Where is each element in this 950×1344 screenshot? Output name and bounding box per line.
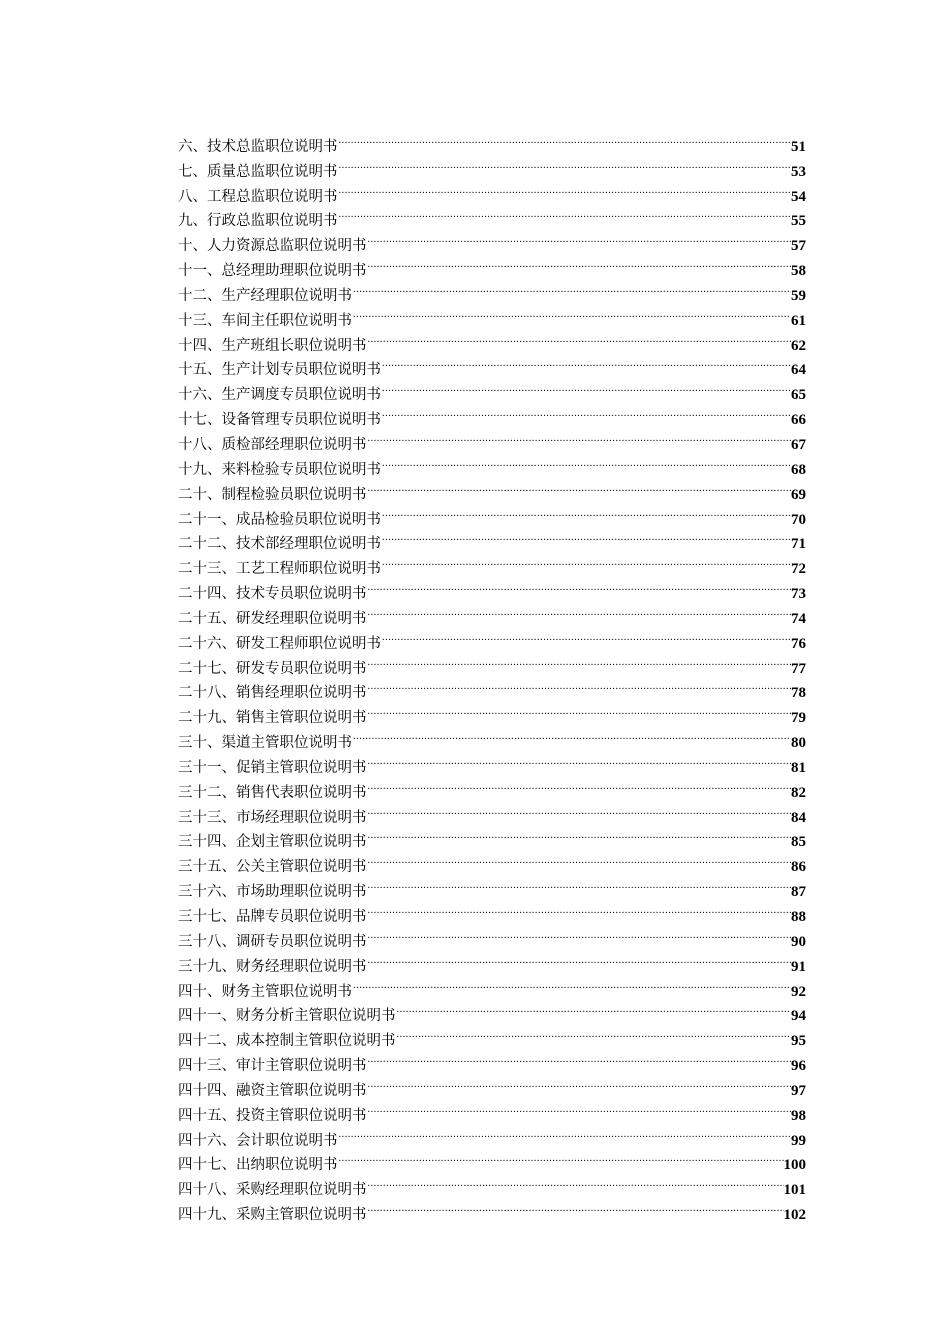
toc-entry-title: 十一、总经理助理职位说明书 [178, 263, 367, 280]
toc-entry-title: 三十六、市场助理职位说明书 [178, 884, 367, 901]
toc-entry-page-number: 55 [791, 213, 806, 230]
toc-entry-title: 十、人力资源总监职位说明书 [178, 238, 367, 255]
dot-leader [352, 971, 791, 996]
dot-leader [381, 350, 791, 375]
dot-leader [367, 424, 792, 449]
toc-entry-title: 十五、生产计划专员职位说明书 [178, 362, 381, 379]
dot-leader [367, 896, 792, 921]
toc-entry-title: 三十、渠道主管职位说明书 [178, 735, 352, 752]
toc-entry-page-number: 54 [791, 188, 806, 205]
toc-entry-title: 四十三、审计主管职位说明书 [178, 1058, 367, 1075]
dot-leader [367, 1095, 792, 1120]
toc-entry-title: 三十五、公关主管职位说明书 [178, 859, 367, 876]
toc-entry-page-number: 101 [783, 1182, 806, 1199]
toc-entry-page-number: 66 [791, 412, 806, 429]
toc-entry-title: 四十九、采购主管职位说明书 [178, 1207, 367, 1224]
toc-entry-page-number: 92 [791, 983, 806, 1000]
toc-entry-page-number: 59 [791, 287, 806, 304]
toc-entry-page-number: 64 [791, 362, 806, 379]
toc-entry-title: 四十八、采购经理职位说明书 [178, 1182, 367, 1199]
toc-entry-title: 十九、来料检验专员职位说明书 [178, 461, 381, 478]
toc-entry-title: 二十、制程检验员职位说明书 [178, 486, 367, 503]
dot-leader [367, 797, 792, 822]
dot-leader [381, 374, 791, 399]
toc-entry-title: 四十、财务主管职位说明书 [178, 983, 352, 1000]
toc-entry-page-number: 53 [791, 163, 806, 180]
toc-entry-title: 三十二、销售代表职位说明书 [178, 784, 367, 801]
dot-leader [381, 449, 791, 474]
toc-entry-page-number: 61 [791, 312, 806, 329]
toc-entry-page-number: 70 [791, 511, 806, 528]
toc-entry-page-number: 69 [791, 486, 806, 503]
toc-entry-page-number: 99 [791, 1132, 806, 1149]
dot-leader [367, 822, 792, 847]
dot-leader [367, 648, 792, 673]
toc-entry-title: 十六、生产调度专员职位说明书 [178, 387, 381, 404]
toc-entry-page-number: 97 [791, 1082, 806, 1099]
dot-leader [367, 697, 792, 722]
toc-entry-title: 三十三、市场经理职位说明书 [178, 809, 367, 826]
toc-entry-title: 三十一、促销主管职位说明书 [178, 759, 367, 776]
dot-leader [367, 772, 792, 797]
dot-leader [367, 225, 792, 250]
toc-entry-title: 四十五、投资主管职位说明书 [178, 1107, 367, 1124]
dot-leader [338, 151, 792, 176]
dot-leader [381, 548, 791, 573]
toc-entry-page-number: 87 [791, 884, 806, 901]
toc-entry-page-number: 86 [791, 859, 806, 876]
toc-entry-page-number: 79 [791, 710, 806, 727]
toc-entry-page-number: 96 [791, 1058, 806, 1075]
dot-leader [367, 1070, 792, 1095]
toc-entry-title: 二十二、技术部经理职位说明书 [178, 536, 381, 553]
toc-entry-page-number: 76 [791, 635, 806, 652]
dot-leader [367, 474, 792, 499]
toc-entry-page-number: 58 [791, 263, 806, 280]
dot-leader [338, 1145, 784, 1170]
dot-leader [367, 1045, 792, 1070]
dot-leader [367, 946, 792, 971]
toc-entry-title: 二十一、成品检验员职位说明书 [178, 511, 381, 528]
toc-entry-page-number: 84 [791, 809, 806, 826]
toc-entry-title: 二十九、销售主管职位说明书 [178, 710, 367, 727]
dot-leader [352, 722, 791, 747]
toc-entry-page-number: 65 [791, 387, 806, 404]
toc-entry-title: 三十九、财务经理职位说明书 [178, 958, 367, 975]
dot-leader [381, 399, 791, 424]
toc-entry-page-number: 85 [791, 834, 806, 851]
toc-entry-page-number: 98 [791, 1107, 806, 1124]
toc-entry-page-number: 90 [791, 933, 806, 950]
dot-leader [367, 921, 792, 946]
toc-entry-page-number: 67 [791, 436, 806, 453]
toc-entry-page-number: 62 [791, 337, 806, 354]
dot-leader [367, 747, 792, 772]
toc-entry-title: 四十六、会计职位说明书 [178, 1132, 338, 1149]
dot-leader [352, 275, 791, 300]
dot-leader [367, 598, 792, 623]
toc-entry-page-number: 73 [791, 586, 806, 603]
dot-leader [396, 996, 792, 1021]
dot-leader [338, 126, 792, 151]
toc-entry-title: 十四、生产班组长职位说明书 [178, 337, 367, 354]
toc-entry-title: 二十四、技术专员职位说明书 [178, 586, 367, 603]
toc-entry-page-number: 78 [791, 685, 806, 702]
toc-entry-title: 四十四、融资主管职位说明书 [178, 1082, 367, 1099]
toc-entry-title: 二十八、销售经理职位说明书 [178, 685, 367, 702]
dot-leader [381, 524, 791, 549]
dot-leader [396, 1020, 792, 1045]
toc-entry-page-number: 57 [791, 238, 806, 255]
toc-entry-title: 二十五、研发经理职位说明书 [178, 610, 367, 627]
toc-entry-page-number: 74 [791, 610, 806, 627]
dot-leader [381, 499, 791, 524]
toc-entry-title: 二十七、研发专员职位说明书 [178, 660, 367, 677]
toc-entry-page-number: 77 [791, 660, 806, 677]
toc-entry-title: 四十二、成本控制主管职位说明书 [178, 1033, 396, 1050]
toc-entry-title: 十八、质检部经理职位说明书 [178, 436, 367, 453]
toc-entry-title: 八、工程总监职位说明书 [178, 188, 338, 205]
toc-entry-title: 三十四、企划主管职位说明书 [178, 834, 367, 851]
dot-leader [367, 1194, 784, 1219]
toc-entry-title: 三十八、调研专员职位说明书 [178, 933, 367, 950]
toc-entry-page-number: 94 [791, 1008, 806, 1025]
toc-entry-page-number: 100 [783, 1157, 806, 1174]
toc-entry-page-number: 68 [791, 461, 806, 478]
toc-entry-page-number: 81 [791, 759, 806, 776]
dot-leader [367, 673, 792, 698]
toc-entry-page-number: 51 [791, 138, 806, 155]
toc-entry-title: 十二、生产经理职位说明书 [178, 287, 352, 304]
dot-leader [367, 1169, 784, 1194]
toc-entry-page-number: 88 [791, 909, 806, 925]
dot-leader [367, 573, 792, 598]
table-of-contents [178, 126, 806, 1224]
dot-leader [367, 325, 792, 350]
dot-leader [381, 623, 791, 648]
toc-entry-title: 二十三、工艺工程师职位说明书 [178, 561, 381, 578]
toc-entry[interactable] [178, 126, 806, 155]
toc-entry-title: 十三、车间主任职位说明书 [178, 312, 352, 329]
toc-entry-page-number: 80 [791, 735, 806, 752]
toc-entry-title: 十七、设备管理专员职位说明书 [178, 412, 381, 429]
toc-entry-title: 四十一、财务分析主管职位说明书 [178, 1008, 396, 1025]
toc-entry-title: 六、技术总监职位说明书 [178, 138, 338, 155]
toc-entry-title: 四十七、出纳职位说明书 [178, 1157, 338, 1174]
toc-entry-page-number: 102 [783, 1207, 806, 1224]
toc-entry-title: 九、行政总监职位说明书 [178, 213, 338, 230]
toc-entry-page-number: 72 [791, 561, 806, 578]
dot-leader [338, 176, 792, 201]
toc-entry-page-number: 95 [791, 1033, 806, 1050]
toc-entry-title: 七、质量总监职位说明书 [178, 163, 338, 180]
dot-leader [338, 201, 792, 226]
dot-leader [352, 300, 791, 325]
dot-leader [367, 871, 792, 896]
dot-leader [338, 1120, 792, 1145]
toc-entry-title: 二十六、研发工程师职位说明书 [178, 635, 381, 652]
dot-leader [367, 250, 792, 275]
dot-leader [367, 846, 792, 871]
toc-entry-page-number: 82 [791, 784, 806, 801]
toc-entry-title: 三十七、品牌专员职位说明书 [178, 909, 367, 925]
toc-entry-page-number: 91 [791, 958, 806, 975]
toc-entry-page-number: 71 [791, 536, 806, 553]
